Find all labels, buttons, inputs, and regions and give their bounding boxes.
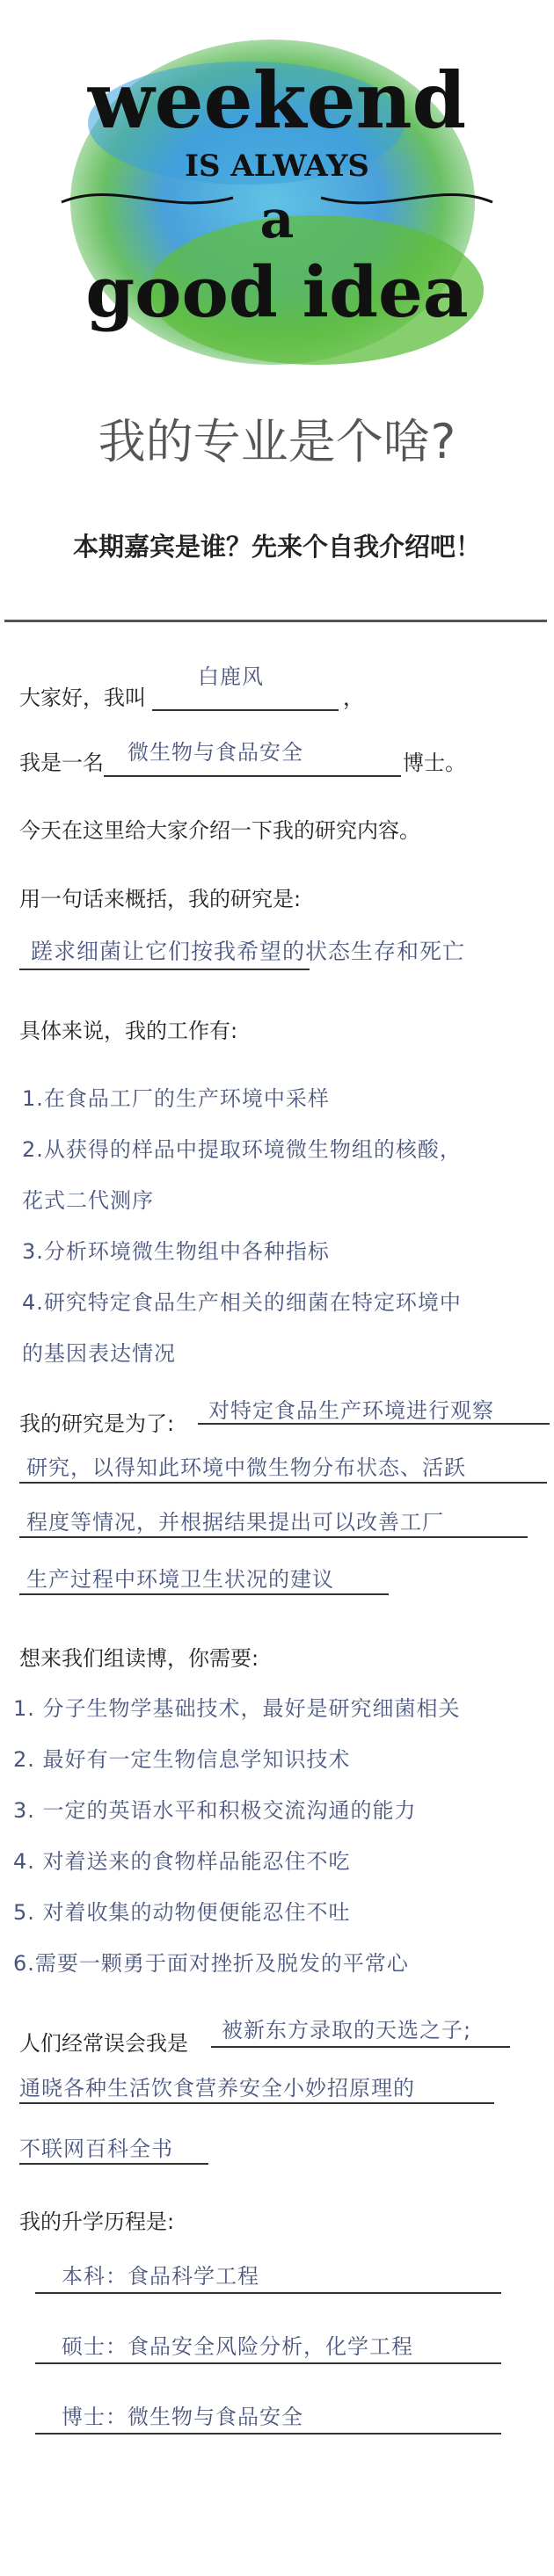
section-divider — [4, 620, 547, 622]
education-label: 我的升学历程是: — [19, 2210, 175, 2234]
summary-answer: 蹉求细菌让它们按我希望的状态生存和死亡 — [31, 939, 466, 964]
misconception-line: 通晓各种生活饮食营养安全小妙招原理的 — [19, 2076, 415, 2101]
work-item: 2.从获得的样品中提取环境微生物组的核酸， — [22, 1137, 462, 1162]
education-item: 本科：食品科学工程 — [62, 2264, 259, 2289]
page-title: 我的专业是个啥? — [98, 414, 456, 469]
name-value: 白鹿风 — [198, 664, 264, 689]
purpose-line: 生产过程中环境卫生状况的建议 — [26, 1567, 334, 1592]
purpose-underline-3 — [19, 1505, 528, 1538]
misconception-underline-2 — [19, 2071, 494, 2104]
misconception-underline-1 — [211, 2014, 510, 2048]
education-underline-3 — [35, 2399, 501, 2435]
requirement-item: 5. 对着收集的动物便便能忍住不吐 — [13, 1900, 351, 1925]
work-item: 3.分析环境微生物组中各种指标 — [22, 1239, 330, 1264]
education-item: 博士：微生物与食品安全 — [62, 2405, 303, 2429]
work-item: 的基因表达情况 — [22, 1341, 176, 1366]
logo-word-weekend: weekend — [87, 54, 467, 146]
work-item: 花式二代测序 — [22, 1188, 154, 1213]
requirement-item: 2. 最好有一定生物信息学知识技术 — [13, 1747, 351, 1772]
intro-today-text: 今天在这里给大家介绍一下我的研究内容。 — [19, 818, 420, 843]
requirement-item: 1. 分子生物学基础技术，最好是研究细菌相关 — [13, 1696, 461, 1721]
greeting-prefix: 大家好，我叫 — [19, 686, 146, 710]
purpose-line: 程度等情况，并根据结果提出可以改善工厂 — [26, 1510, 444, 1535]
misconception-line: 不联网百科全书 — [19, 2137, 173, 2161]
requirements-label: 想来我们组读博，你需要: — [19, 1646, 259, 1671]
requirement-item: 6.需要一颗勇于面对挫折及脱发的平常心 — [13, 1951, 409, 1976]
summary-underline — [19, 940, 310, 970]
degree-label: 博士。 — [403, 751, 466, 775]
page-subtitle: 本期嘉宾是谁？先来个自我介绍吧！ — [72, 532, 481, 562]
requirement-item: 4. 对着送来的食物样品能忍住不吃 — [13, 1849, 351, 1874]
education-item: 硕士：食品安全风险分析，化学工程 — [62, 2334, 413, 2359]
education-underline-2 — [35, 2329, 501, 2364]
major-value: 微生物与食品安全 — [128, 740, 303, 765]
misconception-label: 人们经常误会我是 — [19, 2031, 188, 2056]
work-label: 具体来说，我的工作有: — [19, 1019, 238, 1043]
greeting-suffix: ， — [343, 686, 364, 710]
purpose-underline-1 — [198, 1394, 550, 1425]
logo-word-is-always: IS ALWAYS — [185, 149, 369, 184]
logo-word-a: a — [259, 189, 295, 250]
work-item: 1.在食品工厂的生产环境中采样 — [22, 1086, 330, 1111]
purpose-line: 研究，以得知此环境中微生物分布状态、活跃 — [26, 1455, 466, 1480]
watercolor-logo-graphic — [35, 26, 519, 378]
misconception-underline-3 — [19, 2131, 208, 2165]
purpose-label: 我的研究是为了: — [19, 1411, 175, 1436]
purpose-underline-4 — [19, 1562, 389, 1595]
requirement-item: 3. 一定的英语水平和积极交流沟通的能力 — [13, 1798, 417, 1823]
weekend-logo — [35, 26, 519, 378]
work-item: 4.研究特定食品生产相关的细菌在特定环境中 — [22, 1290, 462, 1315]
purpose-line: 对特定食品生产环境进行观察 — [208, 1398, 494, 1423]
purpose-underline-2 — [19, 1450, 547, 1484]
logo-word-good-idea: good idea — [85, 250, 469, 333]
misconception-line: 被新东方录取的天选之子; — [222, 2018, 472, 2043]
summary-label: 用一句话来概括，我的研究是: — [19, 887, 302, 911]
education-underline-1 — [35, 2259, 501, 2294]
i-am-a-label: 我是一名 — [19, 751, 104, 775]
